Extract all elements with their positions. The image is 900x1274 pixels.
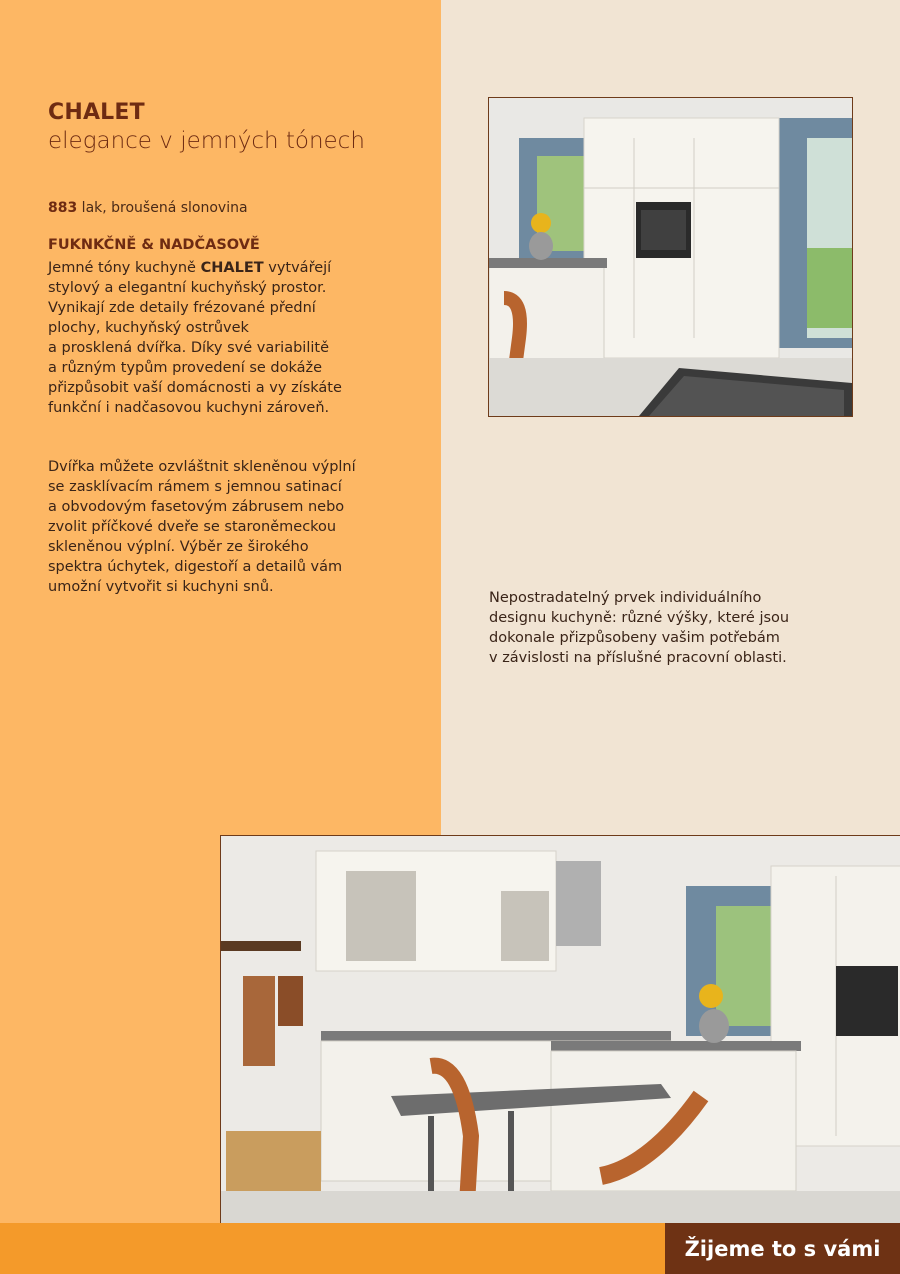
paragraph-1 <box>48 258 433 418</box>
kitchen-photo-wide <box>220 835 900 1227</box>
page-subtitle: elegance v jemných tónech <box>48 128 365 154</box>
paragraph-2: Dvířka můžete ozvláštnit skleněnou výplní se zasklívacím rámem s jemnou satinací a obvodovým fasetovým zábrusem nebo zvolit příčkové dveře se staroněmeckou skleněnou výplní. Výběr ze širokého spektra úchytek, digestoří a detailů vám umožní vytvořit si kuchyni snů. <box>48 459 356 595</box>
kitchen-photo-tall-units <box>488 97 853 417</box>
paragraph-1-before: Jemné tóny kuchyně <box>48 260 201 276</box>
paragraph-1-after: vytvářejí stylový a elegantní kuchyňský prostor. Vynikají zde detaily frézované přední plochy, kuchyňský ostrůvek a prosklená dvířka. Díky své variabilitě a různým typům provedení se dokáže přizpůsobit vaší domácnosti a vy získáte funkční i nadčasovou kuchyni zároveň. <box>48 260 342 416</box>
finish-code: 883 <box>48 200 78 216</box>
kitchen-photo-wide-drawing <box>221 836 900 1226</box>
finish-description: lak, broušená slonovina <box>77 200 248 216</box>
footer-slogan: Žijeme to s vámi <box>665 1223 900 1274</box>
page-title: CHALET <box>48 100 145 125</box>
finish-line <box>48 200 248 216</box>
section-heading: FUKNKČNĚ & NADČASOVĚ <box>48 237 260 253</box>
kitchen-photo-tall-units-drawing <box>489 98 852 416</box>
paragraph-1-brand: CHALET <box>200 260 264 276</box>
photo-caption: Nepostradatelný prvek individuálního designu kuchyně: různé výšky, které jsou dokonale přizpůsobeny vašim potřebám v závislosti na příslušné pracovní oblasti. <box>489 590 790 666</box>
